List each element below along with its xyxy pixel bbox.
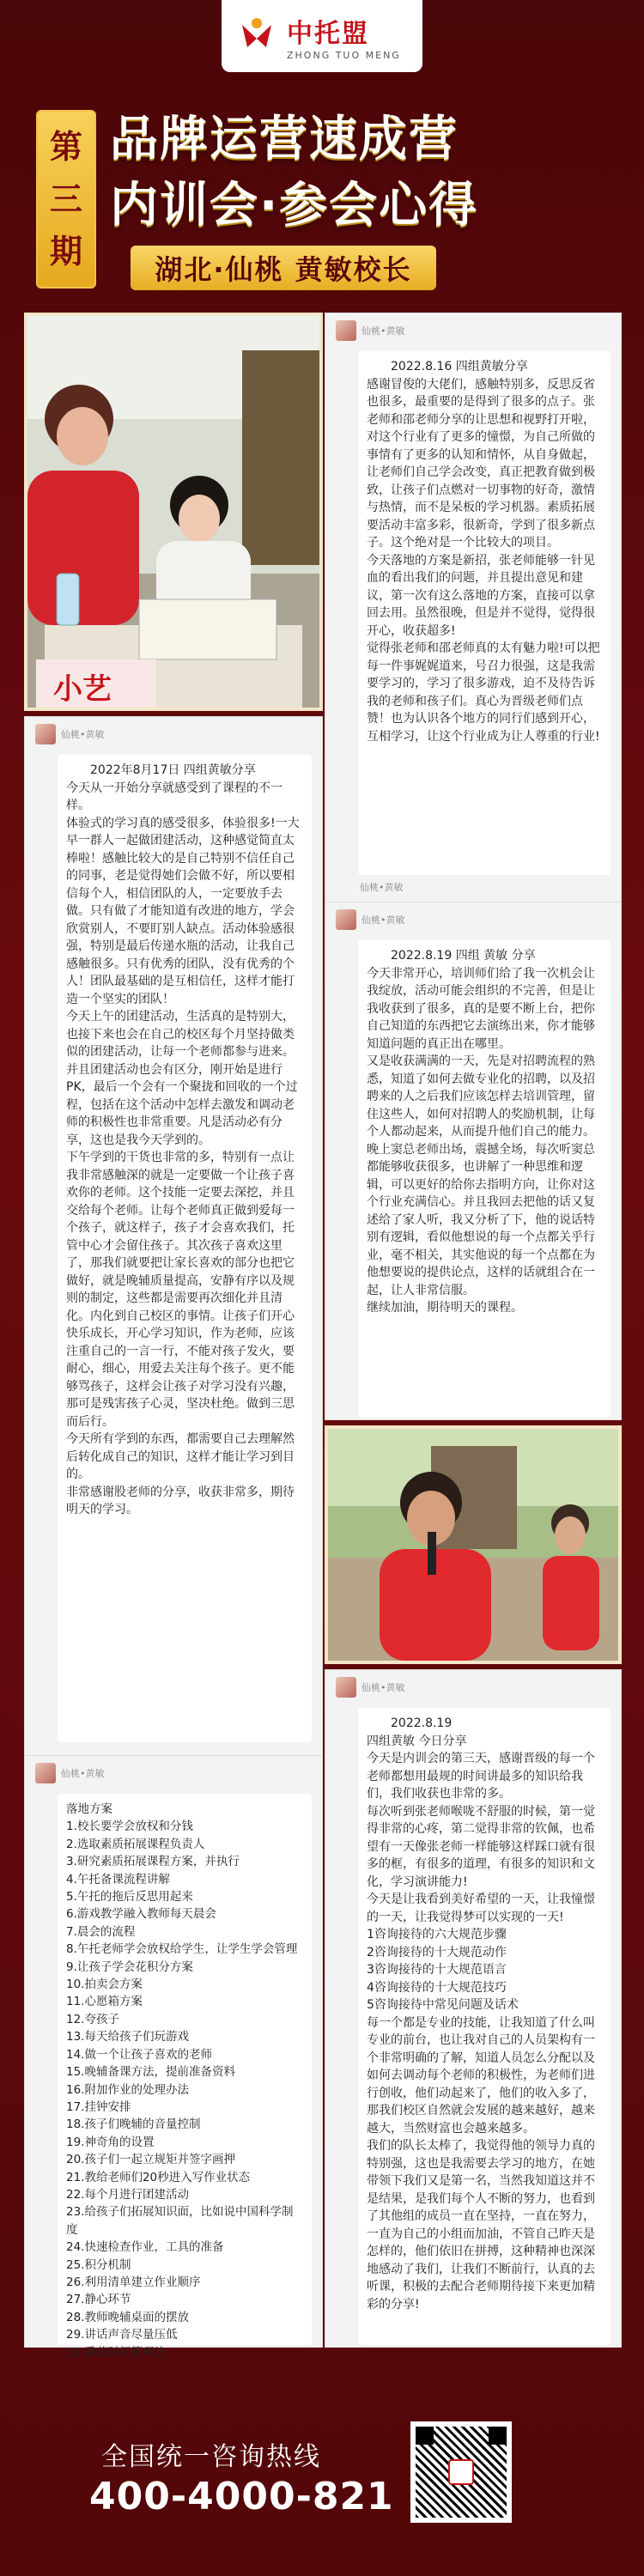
message-text: 四组黄敏 今日分享 (367, 1734, 467, 1748)
list-item: 28.教师晚辅桌面的摆放 (66, 2310, 189, 2324)
message-text: 感谢冒俊的大佬们，感触特别多，反思反省也很多，最重要的是得到了很多的点子。张老师和邵老师分享的让思想和视野打开啦，对这个行业有了更多的憧憬，为自己所做的事情有了更多的认知和情怀，从自身做起，让老师们自己学会改变，真正把教育做到极致，让孩子们点燃对一切事物的好奇，激情与热情，而不是呆板的学习机器。素质拓展要活动丰富多彩，很新奇，学到了很多新点子。这个绝对是一个比较大的项目。 (367, 377, 595, 550)
hotline-number[interactable]: 400-4000-821 (89, 2475, 394, 2518)
list-item: 13.每天给孩子们玩游戏 (66, 2030, 189, 2044)
action-plan-list (58, 1794, 312, 2360)
chat-card-2 (24, 716, 323, 1757)
message-text: 3咨询接待的十大规范语言 (367, 1963, 507, 1977)
list-item: 25.积分机制 (66, 2257, 131, 2272)
brand-logo (222, 0, 422, 72)
list-item: 17.挂钟安排 (66, 2099, 131, 2114)
list-item: 5.午托的拖后反思用起来 (66, 1890, 193, 1905)
list-item: 2.选取素质拓展课程负责人 (66, 1837, 205, 1851)
photo-illustration (27, 316, 319, 708)
message-text: 2022.8.16 四组黄敏分享 (391, 360, 528, 374)
username: 仙桃•黄敏 (361, 1682, 405, 1693)
list-item: 19.神奇角的设置 (66, 2135, 155, 2149)
subtitle-banner (131, 246, 436, 290)
list-item: 10.拍卖会方案 (66, 1978, 143, 1992)
avatar (336, 320, 356, 341)
list-item: 9.让孩子学会花积分方案 (66, 1959, 193, 1974)
list-item: 15.晚辅备课方法，提前准备资料 (66, 2065, 235, 2080)
username-footer: 仙桃•黄敏 (360, 882, 404, 893)
issue-char: 第 (49, 127, 82, 166)
username: 仙桃•黄敏 (361, 325, 405, 337)
qr-code-pattern (416, 2427, 507, 2518)
chat-card-3 (325, 902, 622, 1420)
list-item: 11.心愿箱方案 (66, 1995, 143, 2009)
event-photo-2 (325, 1425, 622, 1664)
list-item: 24.快速检查作业，工具的准备 (66, 2240, 224, 2255)
message-text: 我们的队长太棒了，我觉得他的领导力真的特别强，这也是我需要去学习的地方，在她带领下我们又是第一名，当然我知道这并不是结果，是我们每个人不断的努力，也看到了其他组的成员一直在坚持，一直在努力，一直为自己的小组而加油，不管自己昨天是怎样的，他们依旧在拼搏，这种精神也深深地感动了我们，让我们不断前行，认真的去听课，积极的去配合老师期待接下来更加精彩的分享! (367, 2139, 595, 2312)
issue-char: 三 (49, 179, 82, 218)
message-bubble (358, 351, 611, 875)
avatar (35, 724, 56, 744)
message-bubble (358, 1708, 611, 2345)
message-bubble (58, 755, 312, 1742)
brand-name-cn: 中托盟 (287, 18, 369, 49)
list-item: 23.给孩子们拓展知识面，比如说中国科学制度 (66, 2205, 294, 2237)
username: 仙桃•黄敏 (61, 1768, 105, 1779)
list-item: 6.游戏教学融入教师每天晨会 (66, 1907, 216, 1922)
list-item: 1.校长要学会放权和分钱 (66, 1820, 193, 1834)
list-item: 落地方案 (66, 1802, 112, 1816)
message-text: 今天上午的团建活动，生活真的是特别大，也接下来也会在自己的校区每个月坚持做类似的团建活动，让每一个老师都参与进来。并且团建活动也会有区分，刚开始是进行PK，最后一个会有一个聚拢和回收的一个过程，包括在这个活动中怎样去激发和调动老师的积极性也非常重要。凡是活动必有分享，这也是我今天学到的。 (66, 1010, 298, 1147)
message-text: 2咨询接待的十大规范动作 (367, 1945, 507, 1959)
message-text: 觉得张老师和邵老师真的太有魅力啦!可以把每一件事娓娓道来，号召力很强，这是我需要学习的，学习了很多游戏，迫不及待告诉我的老师和孩子们。真心为晋级老师们点赞！也为认识各个地方的同行们感到开心，互相学习，让这个行业成为让人尊重的行业! (367, 641, 600, 744)
message-text: 4咨询接待的十大规范技巧 (367, 1980, 507, 1995)
message-text: 今天从一开始分享就感受到了课程的不一样。 (66, 781, 283, 812)
message-text: 晚上窦总老师出场，震撼全场，每次听窦总都能够收获很多，也讲解了一种思维和逻辑，可以更好的给你去指明方向，让你对这个行业充满信心。并且我回去把他的话又复述给了家人听，我又分析了下，他的说话特别有逻辑，看似他想说的每一个点都关乎行业，毫不相关，其实他说的每一个点都在为他想要说的提供论点，这样的话就组合在一起，让人非常信服。 (367, 1142, 595, 1297)
avatar (336, 1677, 356, 1698)
message-text: 今天所有学到的东西，都需要自己去理解然后转化成自己的知识，这样才能让学习到目的。 (66, 1432, 295, 1481)
message-text: 今天是内训会的第三天，感谢晋级的每一个老师都想用最规的时间讲最多的知识给我们，我们收获也非常的多。 (367, 1752, 595, 1801)
list-item: 16.附加作业的处理办法 (66, 2082, 189, 2097)
message-text: 今天落地的方案是新招，张老师能够一针见血的看出我们的问题，并且提出意见和建议，第一次有这么落地的方案，直接可以拿回去用。虽然很晚，但是并不觉得，觉得很开心，收获超多! (367, 553, 595, 638)
message-text: 非常感谢股老师的分享，收获非常多，期待明天的学习。 (66, 1485, 295, 1516)
message-text: 2022.8.19 (391, 1716, 453, 1730)
chat-card-1 (325, 313, 622, 931)
issue-badge (36, 110, 96, 289)
list-item: 30.番茄时间管理法 (66, 2345, 166, 2360)
list-item: 21.教给老师们20秒进入写作业状态 (66, 2170, 251, 2184)
message-text: 体验式的学习真的感受很多，体验很多!一大早一群人一起做团建活动，这种感觉简直太棒啦！感触比较大的是自己特别不信任自己的同事，老是觉得她们会做不好，所以要相信每个人，相信团队的人，一定要放手去做。只有做了才能知道有改进的地方，学会欣赏别人，不要盯别人缺点。活动体验感很强，特别是最后传递水瓶的活动，让我自己感触很多。只有优秀的团队，没有优秀的个人！团队最基础的是互相信任，这样才能打造一个坚实的团队！ (66, 816, 300, 1006)
list-item: 8.午托老师学会放权给学生，让学生学会管理 (66, 1942, 298, 1957)
message-text: 下午学到的干货也非常的多，特别有一点让我非常感触深的就是一定要做一个让孩子喜欢你的老师。这个技能一定要去深挖，并且交给每个老师。让每个老师真正做到爱每一个孩子，就这样子，孩子才会喜欢我们，托管中心才会留住孩子。其次孩子喜欢这里了，那我们就要把让家长喜欢的部分也把它做好，就是晚辅质量提高，安静有序以及规则的制定，这些都是需要再次细化并且清化。内化到自己校区的事情。让孩子们开心快乐成长，开心学习知识，作为老师，应该注重自己的一言一行，不能对孩子发火，要耐心，细心，用爱去关注每个孩子。更不能够骂孩子，这样会让孩子对学习没有兴趣，那可是残害孩子心灵，坚决杜绝。做到三思而后行。 (66, 1151, 295, 1429)
brand-name-en: ZHONG TUO MENG (287, 49, 401, 61)
list-item: 26.利用清单建立作业顺序 (66, 2275, 201, 2289)
message-text: 2022年8月17日 四组黄敏分享 (90, 763, 256, 777)
qr-code[interactable] (410, 2421, 512, 2523)
list-item: 27.静心环节 (66, 2293, 131, 2307)
brand-logo-icon (234, 13, 280, 59)
chat-card-5 (24, 1755, 323, 2360)
event-photo-1 (24, 313, 323, 711)
chat-card-4 (325, 1669, 622, 2348)
page-title-line1: 品牌运营速成营 (110, 112, 459, 167)
list-item: 22.每个月进行团建活动 (66, 2187, 189, 2202)
sign-text: 小艺 (53, 672, 112, 707)
message-text: 每次听到张老师喉咙不舒服的时候，第一觉得非常的心疼，第二觉得非常的钦佩，也希望有一天像张老师一样能够这样踩口就有很多的框，有很多的道理，有很多的知识和文化，学习演讲能力! (367, 1804, 595, 1889)
username: 仙桃•黄敏 (61, 729, 105, 740)
hotline-label: 全国统一咨询热线 (101, 2442, 321, 2472)
list-item: 18.孩子们晚辅的音量控制 (66, 2117, 201, 2132)
list-item: 3.研究素质拓展课程方案，并执行 (66, 1855, 240, 1869)
message-text: 今天是让我看到美好希望的一天，让我憧憬的一天，让我觉得梦可以实现的一天! (367, 1893, 595, 1924)
avatar (336, 909, 356, 930)
username: 仙桃•黄敏 (361, 914, 405, 926)
issue-char: 期 (49, 233, 82, 271)
message-text: 今天非常开心，培训师们给了我一次机会让我绽放，活动可能会组织的不完善，但是让我收获到了很多，真的是要不断上台，把你自己知道的东西把它去演练出来，你才能够知道问题的真正出在哪里。 (367, 966, 595, 1051)
list-item: 29.讲话声音尽量压低 (66, 2328, 178, 2342)
list-item: 12.夸孩子 (66, 2012, 119, 2026)
photo-illustration (328, 1429, 618, 1661)
message-text: 5咨询接待中常见问题及话术 (367, 1998, 519, 2012)
message-text: 1咨询接待的六大规范步骤 (367, 1928, 507, 1941)
message-text: 每一个都是专业的技能，让我知道了什么叫专业的前台，也让我对自己的人员架构有一个非常明确的了解，知道人员怎么分配以及如何去调动每个老师的积极性，为老师们进行创收，他们动起来了，他们的收入多了，那我们校区自然就会发展的越来越好，越来越大，当然财富也会越来越多。 (367, 2015, 595, 2136)
page-subtitle: 湖北·仙桃 黄敏校长 (155, 253, 412, 286)
avatar (35, 1763, 56, 1783)
message-bubble (358, 940, 611, 1418)
list-item: 20.孩子们一起立规矩并签字画押 (66, 2153, 235, 2167)
message-text: 继续加油，期待明天的课程。 (367, 1301, 523, 1315)
message-text: 2022.8.19 四组 黄敏 分享 (391, 949, 536, 963)
page-title-line2: 内训会·参会心得 (110, 178, 479, 234)
list-item: 4.午托备课流程讲解 (66, 1872, 170, 1886)
list-item: 7.晨会的流程 (66, 1924, 136, 1939)
qr-logo-icon (448, 2459, 474, 2485)
list-item: 14.做一个让孩子喜欢的老师 (66, 2047, 212, 2062)
message-text: 又是收获满满的一天，先是对招聘流程的熟悉，知道了如何去做专业化的招聘，以及招聘来的人之后我们应该怎样去培训管理，留住这些人，如何对招聘人的奖励机制，让每个人都动起来，从而提升他们自己的能力。 (367, 1054, 595, 1139)
